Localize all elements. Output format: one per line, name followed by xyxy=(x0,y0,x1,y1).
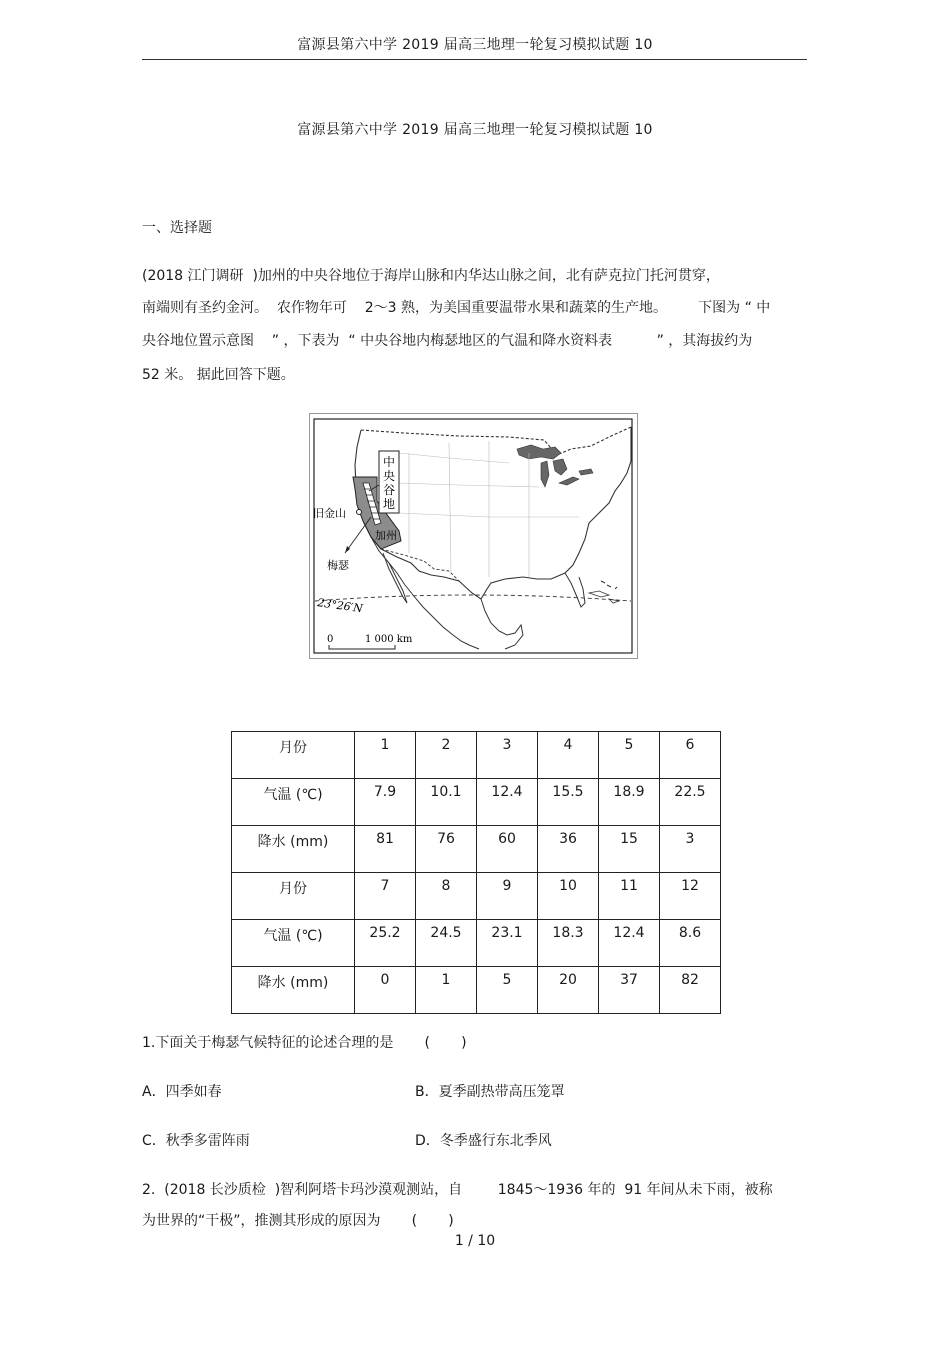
table-cell: 8.6 xyxy=(660,920,721,967)
table-cell: 24.5 xyxy=(416,920,477,967)
table-cell: 76 xyxy=(416,826,477,873)
table-row xyxy=(232,732,721,779)
question-1-option-c: C．秋季多雷阵雨 xyxy=(142,1133,250,1149)
table-cell: 12.4 xyxy=(599,920,660,967)
table-cell: 5 xyxy=(599,732,660,779)
table-cell: 36 xyxy=(538,826,599,873)
table-cell: 12.4 xyxy=(477,779,538,826)
intro-line-2: 南端则有圣约金河。 农作物年可 2～3 熟，为美国重要温带水果和蔬菜的生产地。 下图为 “ 中 xyxy=(142,300,771,316)
climate-table xyxy=(231,731,721,1014)
san-francisco-label: 旧金山 xyxy=(313,507,346,520)
table-cell: 1 xyxy=(416,967,477,1014)
map-figure xyxy=(309,413,638,659)
table-cell: 82 xyxy=(660,967,721,1014)
table-cell: 2 xyxy=(416,732,477,779)
table-cell: 18.3 xyxy=(538,920,599,967)
page-number: 1 / 10 xyxy=(454,1233,496,1249)
intro-line-1: (2018 江门调研 )加州的中央谷地位于海岸山脉和内华达山脉之间，北有萨克拉门托河贯穿， xyxy=(142,268,720,284)
central-valley-label-2: 央 xyxy=(382,469,396,483)
table-row xyxy=(232,873,721,920)
table-cell: 3 xyxy=(477,732,538,779)
table-cell: 4 xyxy=(538,732,599,779)
table-cell: 20 xyxy=(538,967,599,1014)
table-row xyxy=(232,779,721,826)
question-2-line-2: 为世界的“干极”，推测其形成的原因为 ( ) xyxy=(142,1213,454,1229)
table-cell: 9 xyxy=(477,873,538,920)
header-divider xyxy=(142,59,807,60)
table-cell: 6 xyxy=(660,732,721,779)
table-cell: 81 xyxy=(355,826,416,873)
table-row-label: 月份 xyxy=(232,873,355,920)
tropic-label: 23°26′N xyxy=(316,596,364,616)
table-cell: 60 xyxy=(477,826,538,873)
table-row-label: 降水 (mm) xyxy=(232,826,355,873)
running-header: 富源县第六中学 2019 届高三地理一轮复习模拟试题 10 xyxy=(297,37,653,53)
table-cell: 23.1 xyxy=(477,920,538,967)
document-title: 富源县第六中学 2019 届高三地理一轮复习模拟试题 10 xyxy=(297,122,653,138)
table-cell: 37 xyxy=(599,967,660,1014)
table-cell: 1 xyxy=(355,732,416,779)
table-cell: 11 xyxy=(599,873,660,920)
table-cell: 25.2 xyxy=(355,920,416,967)
table-cell: 8 xyxy=(416,873,477,920)
scale-zero: 0 xyxy=(327,634,334,645)
question-1-option-d: D．冬季盛行东北季风 xyxy=(415,1133,552,1149)
table-row-label: 月份 xyxy=(232,732,355,779)
table-cell: 5 xyxy=(477,967,538,1014)
table-row-label: 降水 (mm) xyxy=(232,967,355,1014)
central-valley-label-3: 谷 xyxy=(382,483,396,497)
question-1-option-b: B．夏季副热带高压笼罩 xyxy=(415,1084,565,1100)
table-cell: 10.1 xyxy=(416,779,477,826)
central-valley-map xyxy=(309,413,638,659)
question-2-line-1: 2. (2018 长沙质检 )智利阿塔卡玛沙漠观测站，自 1845～1936 年的 91 年间从未下雨，被称 xyxy=(142,1182,773,1198)
section-heading: 一、选择题 xyxy=(142,220,212,236)
table-cell: 3 xyxy=(660,826,721,873)
central-valley-label-4: 地 xyxy=(382,497,396,511)
scale-value: 1 000 km xyxy=(365,634,413,645)
california-label: 加州 xyxy=(375,529,397,542)
intro-line-4: 52 米。 据此回答下题。 xyxy=(142,367,295,383)
question-1-option-a: A．四季如春 xyxy=(142,1084,222,1100)
table-row-label: 气温 (℃) xyxy=(232,779,355,826)
merced-label: 梅瑟 xyxy=(327,559,349,572)
table-row xyxy=(232,967,721,1014)
table-cell: 15 xyxy=(599,826,660,873)
intro-line-3: 央谷地位置示意图 ” ，下表为 “ 中央谷地内梅瑟地区的气温和降水资料表 ” ，其海拔约为 xyxy=(142,333,753,349)
table-row xyxy=(232,826,721,873)
table-cell: 22.5 xyxy=(660,779,721,826)
table-cell: 0 xyxy=(355,967,416,1014)
table-row-label: 气温 (℃) xyxy=(232,920,355,967)
table-cell: 15.5 xyxy=(538,779,599,826)
san-francisco-marker xyxy=(357,510,362,515)
table-cell: 10 xyxy=(538,873,599,920)
table-cell: 12 xyxy=(660,873,721,920)
central-valley-label-1: 中 xyxy=(382,455,396,469)
question-1-stem: 1.下面关于梅瑟气候特征的论述合理的是 ( ) xyxy=(142,1035,467,1051)
table-cell: 7 xyxy=(355,873,416,920)
table-row xyxy=(232,920,721,967)
table-cell: 7.9 xyxy=(355,779,416,826)
table-cell: 18.9 xyxy=(599,779,660,826)
